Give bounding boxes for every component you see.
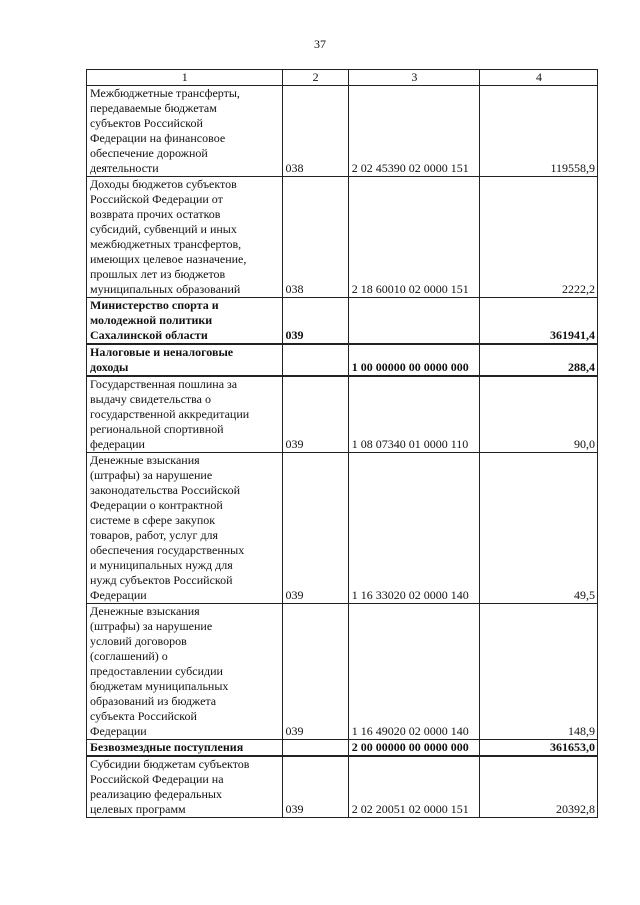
row-name-cell: Денежные взыскания (штрафы) за нарушение условий договоров (соглашений) о предоставлении субсидии бюджетам муниципальных образований из бюджета субъекта Российской Федерации [87,604,283,740]
row-amount-cell: 20392,8 [480,756,598,818]
budget-revenue-table [86,69,598,818]
table-row [87,344,598,376]
row-admin-code-cell [282,740,348,757]
column-header-4: 4 [480,70,598,86]
table-row [87,86,598,177]
row-amount-cell: 119558,9 [480,86,598,177]
row-admin-code-cell: 039 [282,298,348,345]
row-revenue-code-cell: 1 08 07340 01 0000 110 [348,376,479,453]
row-revenue-code-cell: 1 16 49020 02 0000 140 [348,604,479,740]
row-name-cell: Денежные взыскания (штрафы) за нарушение законодательства Российской Федерации о контрактной системе в сфере закупок товаров, работ, услуг для обеспечения государственных и муниципальных нужд для нужд субъектов Российской Федерации [87,453,283,604]
row-amount-cell: 90,0 [480,376,598,453]
table-row [87,453,598,604]
page-number: 37 [314,37,326,51]
row-revenue-code-cell: 2 02 20051 02 0000 151 [348,756,479,818]
row-revenue-code-cell: 2 00 00000 00 0000 000 [348,740,479,757]
row-name-cell: Межбюджетные трансферты, передаваемые бюджетам субъектов Российской Федерации на финансовое обеспечение дорожной деятельности [87,86,283,177]
row-revenue-code-cell: 1 16 33020 02 0000 140 [348,453,479,604]
row-name-cell: Налоговые и неналоговые доходы [87,344,283,376]
row-admin-code-cell: 039 [282,376,348,453]
row-admin-code-cell: 039 [282,604,348,740]
row-admin-code-cell: 039 [282,453,348,604]
row-admin-code-cell: 038 [282,177,348,298]
table-row [87,756,598,818]
row-amount-cell: 2222,2 [480,177,598,298]
row-amount-cell: 49,5 [480,453,598,604]
row-admin-code-cell: 038 [282,86,348,177]
row-name-cell: Государственная пошлина за выдачу свидетельства о государственной аккредитации региональной спортивной федерации [87,376,283,453]
row-admin-code-cell [282,344,348,376]
column-header-3: 3 [348,70,479,86]
row-name-cell: Министерство спорта и молодежной политики Сахалинской области [87,298,283,345]
table-row [87,740,598,757]
row-revenue-code-cell: 2 18 60010 02 0000 151 [348,177,479,298]
row-amount-cell: 148,9 [480,604,598,740]
table-header-row [87,70,598,86]
row-name-cell: Доходы бюджетов субъектов Российской Федерации от возврата прочих остатков субсидий, субвенций и иных межбюджетных трансфертов, имеющих целевое назначение, прошлых лет из бюджетов муниципальных образований [87,177,283,298]
row-amount-cell: 361941,4 [480,298,598,345]
row-revenue-code-cell: 1 00 00000 00 0000 000 [348,344,479,376]
row-revenue-code-cell [348,298,479,345]
table-row [87,298,598,345]
column-header-1: 1 [87,70,283,86]
row-revenue-code-cell: 2 02 45390 02 0000 151 [348,86,479,177]
row-name-cell: Субсидии бюджетам субъектов Российской Федерации на реализацию федеральных целевых программ [87,756,283,818]
row-admin-code-cell: 039 [282,756,348,818]
table-row [87,604,598,740]
row-amount-cell: 288,4 [480,344,598,376]
row-name-cell: Безвозмездные поступления [87,740,283,757]
row-amount-cell: 361653,0 [480,740,598,757]
table-row [87,376,598,453]
column-header-2: 2 [282,70,348,86]
table-row [87,177,598,298]
